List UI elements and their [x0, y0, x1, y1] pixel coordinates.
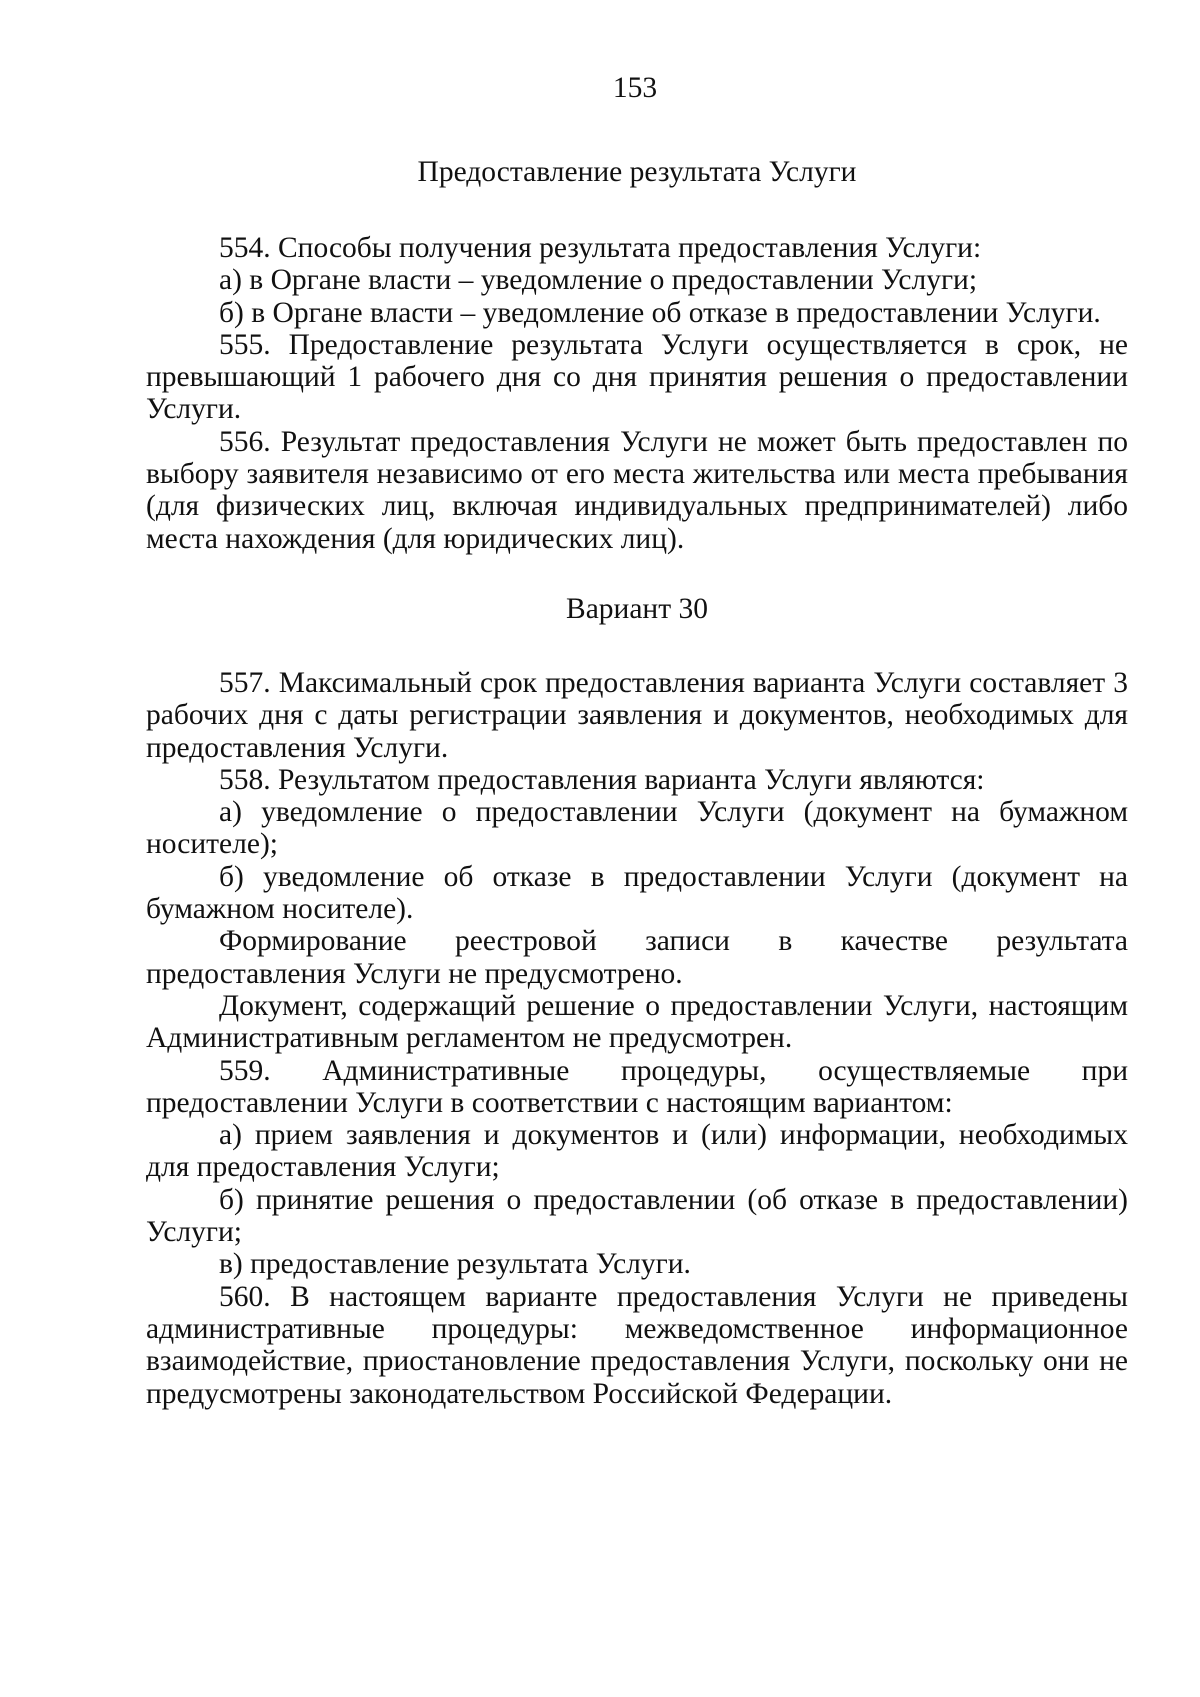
paragraph-560: 560. В настоящем варианте предоставления Услуги не приведены административные процедуры: межведомственное информационное взаимодействие, приостановление предоставления Услуги, поскольку они не предусмотрены законодательством Российской Федерации. [146, 1280, 1128, 1410]
list-item-a: а) прием заявления и документов и (или) информации, необходимых для предоставления Услуги; [146, 1119, 1128, 1184]
paragraph-557: 557. Максимальный срок предоставления варианта Услуги составляет 3 рабочих дня с даты регистрации заявления и документов, необходимых для предоставления Услуги. [146, 666, 1128, 764]
list-item-b: б) принятие решения о предоставлении (об отказе в предоставлении) Услуги; [146, 1183, 1128, 1249]
list-item-b: б) уведомление об отказе в предоставлении Услуги (документ на бумажном носителе). [146, 860, 1128, 926]
list-item-c: в) предоставление результата Услуги. [219, 1248, 691, 1281]
paragraph-559: 559. Административные процедуры, осуществляемые при предоставлении Услуги в соответствии с настоящим вариантом: [146, 1054, 1128, 1119]
document-body [146, 154, 1128, 1410]
paragraph-558: 558. Результатом предоставления варианта Услуги являются: [219, 763, 985, 796]
list-item-b: б) в Органе власти – уведомление об отказе в предоставлении Услуги. [219, 296, 1101, 329]
paragraph-registry-record: Формирование реестровой записи в качестве результата предоставления Услуги не предусмотрено. [146, 925, 1128, 990]
list-item-a: а) в Органе власти – уведомление о предоставлении Услуги; [219, 264, 978, 297]
paragraph-556: 556. Результат предоставления Услуги не может быть предоставлен по выбору заявителя независимо от его места жительства или места пребывания (для физических лиц, включая индивидуальных предпринимателей) либо места нахождения (для юридических лиц). [146, 425, 1128, 555]
paragraph-555: 555. Предоставление результата Услуги осуществляется в срок, не превышающий 1 рабочего дня со дня принятия решения о предоставлении Услуги. [146, 328, 1128, 426]
list-item-a: а) уведомление о предоставлении Услуги (документ на бумажном носителе); [146, 796, 1128, 861]
page-number: 153 [612, 72, 658, 104]
paragraph-554: 554. Способы получения результата предоставления Услуги: [219, 232, 982, 264]
paragraph-decision-document: Документ, содержащий решение о предоставлении Услуги, настоящим Административным регламентом не предусмотрен. [146, 989, 1128, 1055]
section-title-result: Предоставление результата Услуги [417, 156, 857, 188]
section-title-variant: Вариант 30 [566, 592, 708, 625]
